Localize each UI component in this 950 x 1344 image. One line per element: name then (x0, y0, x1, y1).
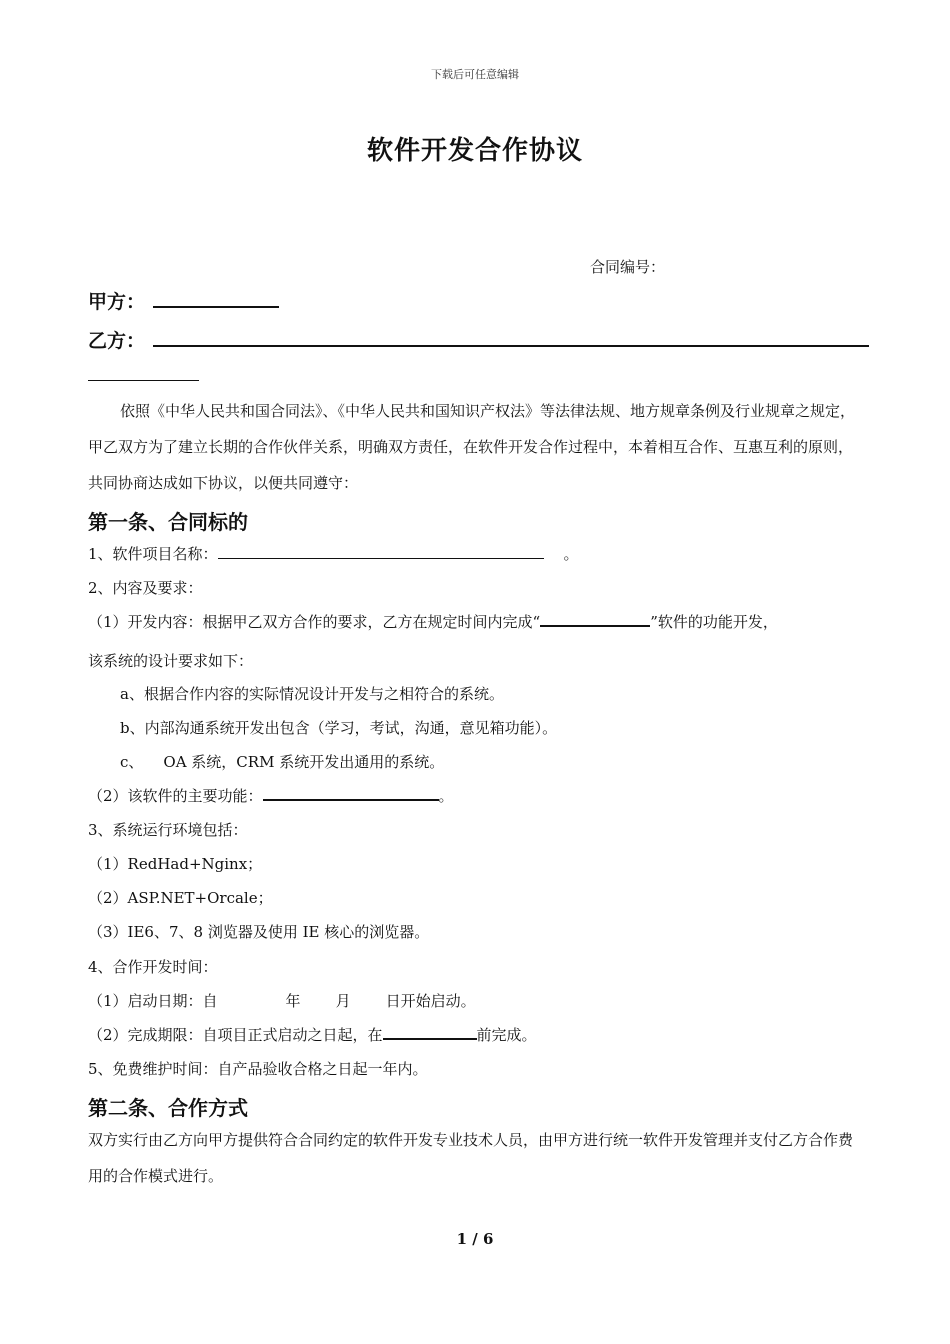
intro-paragraph: 依照《中华人民共和国合同法》、《中华人民共和国知识产权法》等法律法规、地方规章条例及行业规章之规定，甲乙双方为了建立长期的合作伙伴关系，明确双方责任，在软件开发合作过程中，本着相互合作、互惠互利的原则，共同协商达成如下协议，以便共同遵守： (88, 402, 856, 492)
requirement-c (120, 751, 444, 772)
main-function-blank[interactable] (263, 785, 439, 801)
section2-heading: 第二条、合作方式 (88, 1096, 248, 1120)
party-a-row (88, 287, 145, 314)
party-b-blank[interactable] (153, 345, 869, 347)
requirement-b: b、内部沟通系统开发出包含（学习，考试，沟通，意见箱功能）。 (120, 719, 558, 737)
project-name-row (88, 543, 579, 564)
page-number: 1 / 6 (456, 1230, 494, 1248)
project-name-end: 。 (563, 545, 579, 563)
start-year-label: 年 (285, 992, 301, 1010)
start-date-prefix: （1）启动日期：自 (88, 992, 218, 1010)
environment-item-3: （3）IE6、7、8 浏览器及使用 IE 核心的浏览器。 (88, 923, 430, 941)
environment-label: 3、系统运行环境包括： (88, 821, 248, 839)
environment-item-2: （2）ASP.NET+Orcale； (88, 889, 273, 907)
finish-deadline-prefix: （2）完成期限：自项目正式启动之日起，在 (88, 1026, 383, 1044)
party-a-blank[interactable] (153, 306, 279, 308)
dev-time-label: 4、合作开发时间： (88, 958, 218, 976)
requirement-a: a、根据合作内容的实际情况设计开发与之相符合的系统。 (120, 685, 504, 703)
contract-number-label: 合同编号： (590, 258, 666, 276)
maintenance-period: 5、免费维护时间：自产品验收合格之日起一年内。 (88, 1060, 428, 1078)
party-b-blank-continued[interactable] (88, 380, 199, 381)
section1-heading: 第一条、合同标的 (88, 510, 248, 534)
party-b-row (88, 326, 145, 353)
dev-content-line2: 该系统的设计要求如下： (88, 652, 254, 670)
main-function-end: 。 (438, 787, 454, 805)
dev-content-suffix: ”软件的功能开发， (650, 613, 778, 631)
start-date-suffix: 日开始启动。 (385, 992, 476, 1010)
project-name-blank[interactable] (218, 544, 544, 559)
header-note: 下载后可任意编辑 (431, 68, 519, 81)
cooperation-mode-paragraph: 双方实行由乙方向甲方提供符合合同约定的软件开发专业技术人员，由甲方进行统一软件开发管理并支付乙方合作费用的合作模式进行。 (88, 1131, 854, 1185)
dev-content-row (88, 611, 778, 632)
project-name-label: 1、软件项目名称： (88, 545, 218, 563)
start-month-label: 月 (335, 992, 351, 1010)
party-a-label: 甲方： (88, 291, 146, 313)
party-b-label: 乙方： (88, 330, 146, 352)
requirement-c-text: OA 系统，CRM 系统开发出通用的系统。 (163, 753, 445, 771)
finish-deadline-suffix: 前完成。 (476, 1026, 537, 1044)
requirement-c-prefix: c、 (120, 753, 144, 771)
start-date-row (88, 990, 476, 1011)
content-requirements-label: 2、内容及要求： (88, 579, 203, 597)
main-function-row (88, 785, 454, 806)
dev-content-prefix: （1）开发内容：根据甲乙双方合作的要求，乙方在规定时间内完成“ (88, 613, 541, 631)
software-name-blank[interactable] (540, 611, 650, 627)
document-title: 软件开发合作协议 (366, 136, 583, 166)
main-function-label: （2）该软件的主要功能： (88, 787, 263, 805)
finish-deadline-blank[interactable] (383, 1024, 477, 1040)
finish-deadline-row (88, 1024, 537, 1045)
environment-item-1: （1）RedHad+Nginx； (88, 855, 263, 873)
